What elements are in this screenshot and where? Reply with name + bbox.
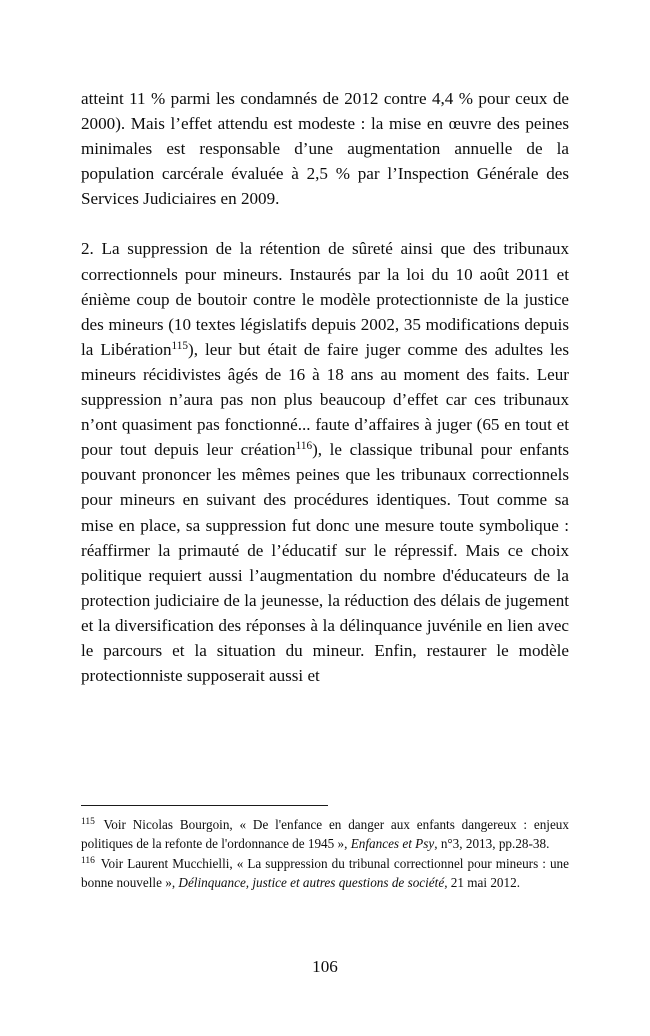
page-number: 106 (312, 957, 338, 976)
body-paragraph: atteint 11 % parmi les condamnés de 2012 contre 4,4 % pour ceux de 2000). Mais l’effet attendu est modeste : la mise en œuvre des peines minimales est responsable d’une augmentation annuelle de la population carcérale évaluée à 2,5 % par l’Inspection Générale des Services Judiciaires en 2009. (81, 89, 569, 209)
italic-title: Enfances et Psy (350, 836, 435, 852)
footnote-number: 115 (81, 817, 95, 828)
footnote-separator-rule (81, 805, 328, 806)
italic-title: Délinquance, justice et autres questions de société (178, 874, 445, 890)
footnote-number: 116 (81, 855, 95, 866)
body-text-column (81, 86, 569, 688)
footnote-reference[interactable]: 115 (171, 339, 189, 352)
footnote-reference[interactable]: 116 (295, 440, 313, 453)
footnote-area (81, 805, 569, 892)
footnote-entry: $^{115}$ Voir Nicolas Bourgoin, « De l'enfance en danger aux enfants dangereux : enjeux politiques de la refonte de l'ordonnance de 1945 », Enfances et Psy, n°3, 2013, pp.28-38. (81, 817, 569, 852)
footnote-entry: $^{116}$ Voir Laurent Mucchielli, « La suppression du tribunal correctionnel pour mineurs : une bonne nouvelle », Délinquance, justice et autres questions de société, 21 mai 2012. (81, 855, 569, 890)
body-paragraph: 2. La suppression de la rétention de sûreté ainsi que des tribunaux correctionnels pour mineurs. Instaurés par la loi du 10 août 2011 et énième coup de boutoir contre le modèle protectionniste de la justice des mineurs (10 textes législatifs depuis 2002, 35 modifications depuis la Libération$^{115}$), leur but était de faire juger comme des adultes les mineurs récidivistes âgés de 16 à 18 ans au moment des faits. Leur suppression n’aura pas non plus beaucoup d’effet car ces tribunaux n’ont quasiment pas fonctionné... faute d’affaires à juger (65 en tout et pour tout depuis leur création$^{116}$), le classique tribunal pour enfants pouvant prononcer les mêmes peines que les tribunaux correctionnels pour mineurs en suivant des procédures identiques. Tout comme sa mise en place, sa suppression fut donc une mesure toute symbolique : réaffirmer la primauté de l’éducatif sur le répressif. Mais ce choix politique requiert aussi l’augmentation du nombre d'éducateurs de la protection judiciaire de la jeunesse, la réduction des délais de jugement et la diversification des réponses à la délinquance juvénile en lien avec le parcours et la situation du mineur. Enfin, restaurer le modèle protectionniste supposerait aussi et (81, 239, 569, 686)
